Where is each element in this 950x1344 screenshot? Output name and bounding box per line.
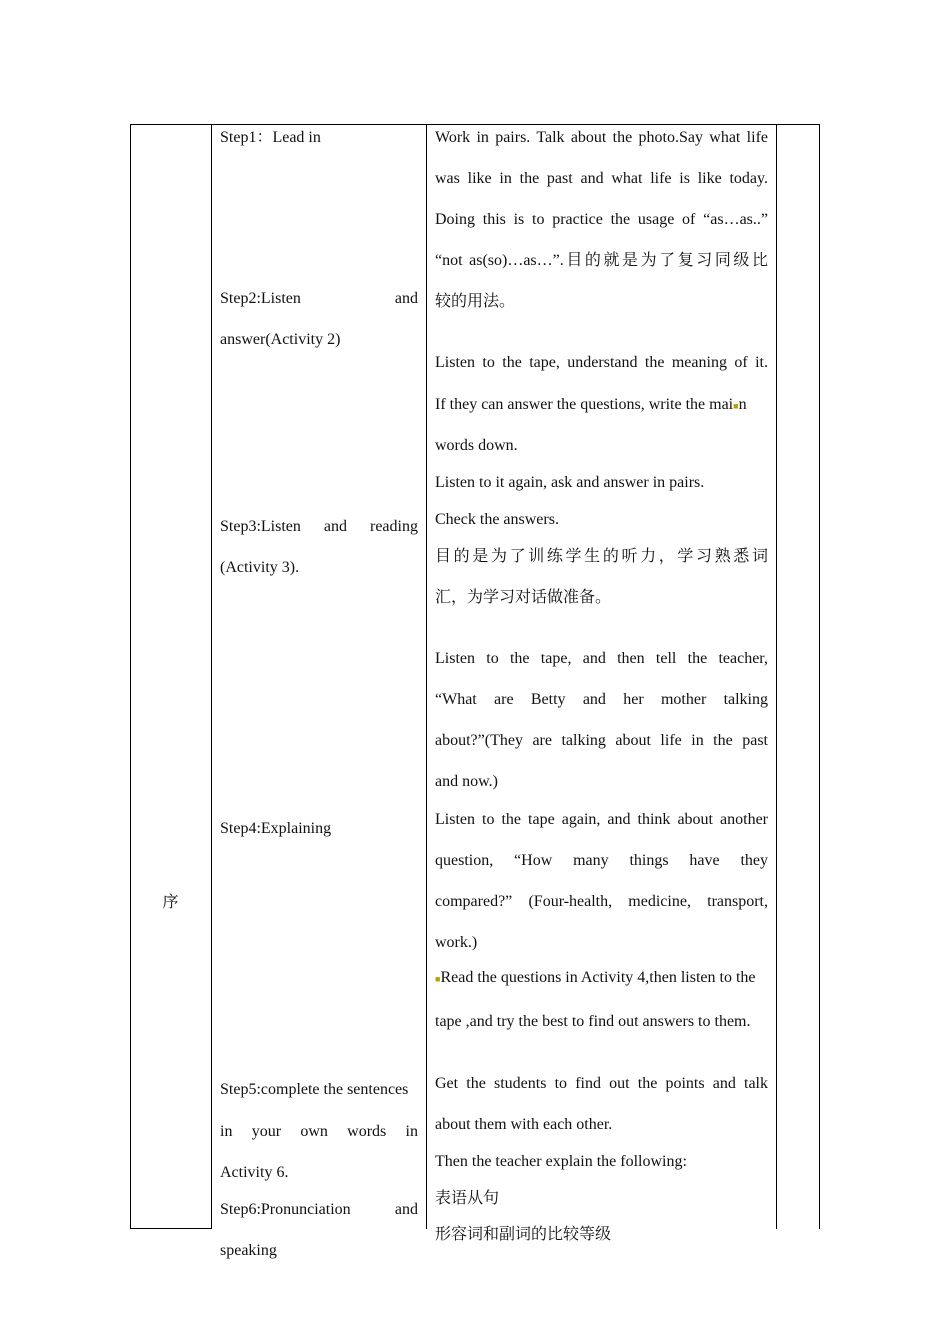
column-divider-2 xyxy=(426,124,427,1229)
step2-word-2: and xyxy=(394,290,418,307)
activity12-text: 形容词和副词的比较等级 xyxy=(435,1226,612,1243)
step1-label: Step1：Lead in xyxy=(220,129,321,146)
activity6-line2: “What are Betty and her mother talking xyxy=(435,691,768,708)
activity5-line2: 汇，为学习对话做准备。 xyxy=(435,589,612,606)
step3-word-2: and xyxy=(323,518,347,535)
activity1-line2: was like in the past and what life is like today. xyxy=(435,170,768,187)
activity6-line1: Listen to the tape, and then tell the teacher, xyxy=(435,650,768,667)
activity8-line2: tape ,and try the best to find out answers to them. xyxy=(435,1013,751,1030)
activity2-line2-text: If they can answer the questions, write the mai■n xyxy=(435,396,747,413)
step2-line1 xyxy=(220,289,418,309)
step6-line1 xyxy=(220,1200,418,1220)
activity2-line1: Listen to the tape, understand the meaning of it. xyxy=(435,354,768,371)
activity11-text: 表语从句 xyxy=(435,1190,500,1207)
format-marker: ■ xyxy=(435,974,441,984)
activity2-line2 xyxy=(435,395,768,415)
activity6-line3: about?”(They are talking about life in the past xyxy=(435,732,768,749)
activity1-line5: 较的用法。 xyxy=(435,293,516,310)
steps-column xyxy=(220,0,418,1344)
column1-bottom-border xyxy=(130,1228,211,1229)
step6-word-2: and xyxy=(394,1201,418,1218)
activity3-text: Listen to it again, ask and answer in pairs. xyxy=(435,474,705,491)
format-marker: ■ xyxy=(733,401,739,411)
step6-line2: speaking xyxy=(220,1242,277,1259)
step6-word-1: Step6:Pronunciation xyxy=(220,1201,351,1218)
step3-word-3: reading xyxy=(370,518,418,535)
activity7-line3: compared?” (Four-health, medicine, transport, xyxy=(435,893,768,910)
step3-word-1: Step3:Listen xyxy=(220,518,301,535)
activity6-line4: and now.) xyxy=(435,773,498,790)
activity10-text: Then the teacher explain the following: xyxy=(435,1153,687,1170)
activity1-line1: Work in pairs. Talk about the photo.Say what life xyxy=(435,129,768,146)
activity2-line3: words down. xyxy=(435,437,518,454)
step3-line1 xyxy=(220,517,418,537)
step5-line3: Activity 6. xyxy=(220,1164,289,1181)
activity4-text: Check the answers. xyxy=(435,511,559,528)
activity9-line1: Get the students to find out the points and talk xyxy=(435,1075,768,1092)
table-left-border xyxy=(130,124,131,1229)
step2-line2: answer(Activity 2) xyxy=(220,331,341,348)
step2-word-1: Step2:Listen xyxy=(220,290,301,307)
step5-line1: Step5:complete the sentences xyxy=(220,1081,409,1098)
activity1-line3: Doing this is to practice the usage of “as…as..” xyxy=(435,211,768,228)
activity8-line1: ■Read the questions in Activity 4,then listen to the xyxy=(435,969,756,986)
activity7-line1: Listen to the tape again, and think about another xyxy=(435,811,768,828)
step5-line2: in your own words in xyxy=(220,1123,418,1140)
step3-line2: (Activity 3). xyxy=(220,559,300,576)
step4-label: Step4:Explaining xyxy=(220,820,332,837)
activity9-line2: about them with each other. xyxy=(435,1116,613,1133)
column-divider-1 xyxy=(211,124,212,1229)
column-divider-3 xyxy=(776,124,777,1229)
table-right-border xyxy=(819,124,820,1229)
activity5-line1: 目的是为了训练学生的听力，学习熟悉词 xyxy=(435,548,768,565)
activity7-line2: question, “How many things have they xyxy=(435,852,768,869)
activities-column xyxy=(435,0,768,1344)
activity7-line4: work.) xyxy=(435,934,478,951)
activity1-line4: “not as(so)…as…”.目的就是为了复习同级比 xyxy=(435,252,768,269)
section-label: 序 xyxy=(162,894,179,911)
